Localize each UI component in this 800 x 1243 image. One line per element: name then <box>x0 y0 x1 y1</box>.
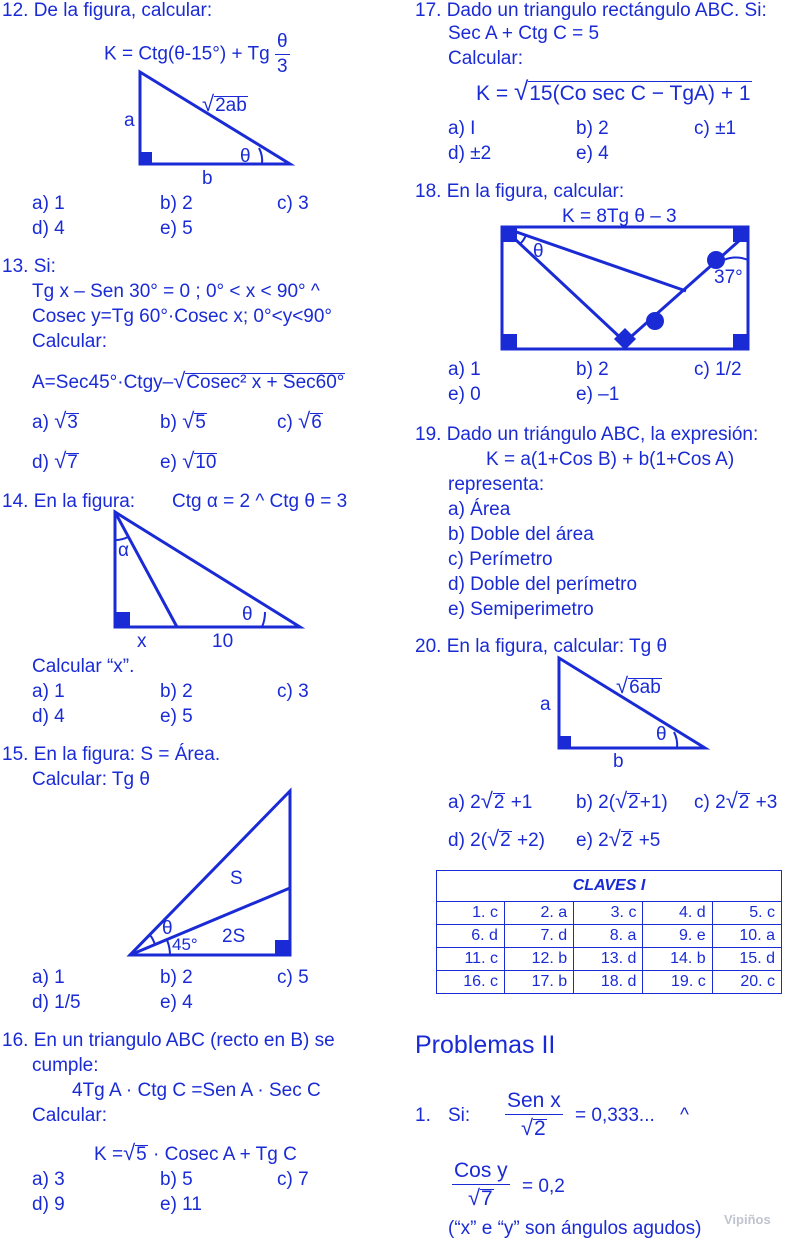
claves-cell: 20. c <box>712 971 781 994</box>
p17-formula: K = √15(Co sec C − TgA) + 1 <box>476 76 751 106</box>
problemas2-fraction-1: Sen x √2 <box>507 1089 561 1140</box>
p19-option-a: a) Área <box>448 499 511 520</box>
p14-condition: Ctg α = 2 ^ Ctg θ = 3 <box>172 491 348 512</box>
claves-row <box>437 971 782 994</box>
p14-option-e: e) 5 <box>160 706 193 727</box>
p15-label-theta: θ <box>162 918 173 939</box>
p14-heading: 14. En la figura: <box>2 491 136 512</box>
p20-option-c-post: +3 <box>755 792 778 813</box>
p20-option-d: d) 2(√2 +2) <box>448 826 546 851</box>
p15-option-e: e) 4 <box>160 992 193 1013</box>
p12-formula-den: 3 <box>276 56 288 77</box>
claves-header-row <box>437 871 782 902</box>
p20-option-d-post: +2) <box>517 830 546 851</box>
p20-option-c-rad: 2 <box>738 792 750 813</box>
problemas2-f2-denominator: 7 <box>481 1187 493 1210</box>
problemas2-f1-right: = 0,333... <box>575 1105 655 1126</box>
p18-option-b: b) 2 <box>576 359 609 380</box>
p17-heading: 17. Dado un triangulo rectángulo ABC. Si: <box>415 0 767 21</box>
p15-right-angle-mark <box>275 940 290 955</box>
claves-row <box>437 925 782 948</box>
p15-theta-arc <box>150 935 155 945</box>
claves-cell: 5. c <box>712 902 781 925</box>
p13-line1: Tg x – Sen 30° = 0 ; 0° < x < 90° ^ <box>32 281 320 302</box>
p18-formula: K = 8Tg θ – 3 <box>562 206 677 227</box>
p15-option-a: a) 1 <box>32 967 65 988</box>
p16-option-c: c) 7 <box>277 1169 309 1190</box>
claves-cell: 1. c <box>437 902 505 925</box>
p17-option-a: a) I <box>448 118 476 139</box>
problemas2-p1-number: 1. <box>415 1105 431 1126</box>
p20-option-b-post: +1) <box>639 792 668 813</box>
p13-formula-radicand: Cosec² x + Sec60° <box>186 372 345 393</box>
claves-row <box>437 902 782 925</box>
problemas2-p1-si: Si: <box>448 1105 471 1126</box>
p13-option-e-label: e) <box>160 452 177 473</box>
p15-option-b: b) 2 <box>160 967 193 988</box>
claves-cell: 19. c <box>643 971 712 994</box>
p20-option-c: c) 2√2 +3 <box>694 788 778 813</box>
problemas2-caret: ^ <box>680 1105 689 1126</box>
p16-heading2: cumple: <box>32 1055 99 1076</box>
p19-option-e: e) Semiperimetro <box>448 599 594 620</box>
p18-label-theta: θ <box>533 241 544 262</box>
problemas2-fraction-2: Cos y √7 <box>454 1159 508 1210</box>
p12-option-b: b) 2 <box>160 193 193 214</box>
p13-option-c-label: c) <box>277 412 293 433</box>
p15-45-arc <box>167 940 170 955</box>
claves-row <box>437 948 782 971</box>
claves-cell: 7. d <box>504 925 573 948</box>
p14-option-a: a) 1 <box>32 681 65 702</box>
p13-line3: Calcular: <box>32 331 107 352</box>
p20-option-e: e) 2√2 +5 <box>576 826 661 851</box>
p14-option-d: d) 4 <box>32 706 65 727</box>
p14-option-c: c) 3 <box>277 681 309 702</box>
claves-table <box>436 870 782 994</box>
problemas2-f1-denominator: 2 <box>534 1117 546 1140</box>
p12-formula-left: K = Ctg(θ-15°) + Tg <box>104 43 270 65</box>
p16-option-e: e) 11 <box>160 1194 202 1215</box>
p20-option-c-pre: c) 2 <box>694 792 726 813</box>
p13-option-c-rad: 6 <box>311 412 322 433</box>
problemas2-f2-right: = 0,2 <box>522 1176 565 1197</box>
p20-right-angle-mark <box>559 736 571 748</box>
p12-label-b: b <box>202 168 213 189</box>
p14-label-alpha: α <box>118 540 129 561</box>
p13-line2: Cosec y=Tg 60°·Cosec x; 0°<y<90° <box>32 306 333 327</box>
p13-option-b: b) √5 <box>160 408 206 433</box>
p12-formula-num: θ <box>275 30 290 55</box>
claves-cell: 16. c <box>437 971 505 994</box>
p13-option-e: e) √10 <box>160 448 217 473</box>
p17-option-e: e) 4 <box>576 143 609 164</box>
p20-angle-arc <box>674 732 677 748</box>
p20-option-e-pre: e) 2 <box>576 830 609 851</box>
p12-hyp-radicand: 2ab <box>215 95 247 116</box>
p20-option-a-pre: a) 2 <box>448 792 481 813</box>
p20-option-a-post: +1 <box>510 792 533 813</box>
p19-formula: K = a(1+Cos B) + b(1+Cos A) <box>486 449 735 470</box>
p19-option-b: b) Doble del área <box>448 524 594 545</box>
p15-label-45: 45° <box>172 935 198 954</box>
p18-option-d: e) 0 <box>448 384 481 405</box>
p14-ask: Calcular “x”. <box>32 656 135 677</box>
claves-cell: 11. c <box>437 948 505 971</box>
p16-option-d: d) 9 <box>32 1194 65 1215</box>
watermark-logo: Vipiños <box>724 1212 771 1227</box>
p14-label-theta: θ <box>242 604 253 625</box>
p17-ask: Calcular: <box>448 48 523 69</box>
p16-heading: 16. En un triangulo ABC (recto en B) se <box>2 1030 335 1051</box>
p15-option-d: d) 1/5 <box>32 992 81 1013</box>
p20-option-d-rad: 2 <box>500 830 511 851</box>
problemas2-f2-numerator: Cos y <box>452 1158 510 1185</box>
p15-ask: Calcular: Tg θ <box>32 769 150 790</box>
claves-cell: 13. d <box>574 948 643 971</box>
p12-label-theta: θ <box>240 146 251 167</box>
p19-heading: 19. Dado un triángulo ABC, la expresión: <box>415 424 759 445</box>
p13-option-a-rad: 3 <box>67 412 78 433</box>
claves-cell: 4. d <box>643 902 712 925</box>
p13-option-c: c) √6 <box>277 408 322 433</box>
p16-formula-radicand: 5 <box>136 1144 147 1165</box>
p20-option-e-post: +5 <box>638 830 661 851</box>
p16-formula: K =√5 · Cosec A + Tg C <box>94 1140 297 1165</box>
p20-option-d-pre: d) 2( <box>448 830 488 851</box>
claves-cell: 6. d <box>437 925 505 948</box>
p18-option-e: e) –1 <box>576 384 620 405</box>
p12-label-hyp: √2ab <box>202 91 247 116</box>
problemas2-note: (“x” e “y” son ángulos agudos) <box>448 1218 702 1239</box>
p19-represents: representa: <box>448 474 545 495</box>
p17-option-d: d) ±2 <box>448 143 492 164</box>
p12-option-d: d) 4 <box>32 218 65 239</box>
p16-formula-left: K = <box>94 1144 124 1165</box>
p13-option-d-label: d) <box>32 452 49 473</box>
claves-cell: 9. e <box>643 925 712 948</box>
claves-cell: 17. b <box>504 971 573 994</box>
p18-label-37: 37° <box>714 267 743 288</box>
p15-heading: 15. En la figura: S = Área. <box>2 744 221 765</box>
p20-label-a: a <box>540 694 551 715</box>
p17-option-b: b) 2 <box>576 118 609 139</box>
p20-option-b-rad: 2 <box>628 792 639 813</box>
p13-option-a-label: a) <box>32 412 49 433</box>
p12-label-a: a <box>124 110 135 131</box>
p17-condition: Sec A + Ctg C = 5 <box>448 23 600 44</box>
problemas2-title: Problemas II <box>415 1031 556 1059</box>
p15-triangle <box>130 791 290 955</box>
p20-option-a: a) 2√2 +1 <box>448 788 533 813</box>
p15-label-2s: 2S <box>222 926 246 947</box>
p20-triangle <box>559 658 705 748</box>
p14-option-b: b) 2 <box>160 681 193 702</box>
p13-option-d: d) √7 <box>32 448 78 473</box>
p16-condition: 4Tg A · Ctg C =Sen A · Sec C <box>72 1080 321 1101</box>
p19-option-d: d) Doble del perímetro <box>448 574 638 595</box>
claves-cell: 14. b <box>643 948 712 971</box>
p12-option-a: a) 1 <box>32 193 65 214</box>
claves-cell: 2. a <box>504 902 573 925</box>
p13-formula: A=Sec45°·Ctgy–√Cosec² x + Sec60° <box>32 368 345 393</box>
p12-option-c: c) 3 <box>277 193 309 214</box>
p20-label-theta: θ <box>656 724 667 745</box>
p18-heading: 18. En la figura, calcular: <box>415 181 625 202</box>
p15-option-c: c) 5 <box>277 967 309 988</box>
p20-option-a-rad: 2 <box>493 792 505 813</box>
p20-hyp-radicand: 6ab <box>629 677 661 698</box>
p18-option-a: a) 1 <box>448 359 481 380</box>
claves-cell: 12. b <box>504 948 573 971</box>
p12-option-e: e) 5 <box>160 218 193 239</box>
claves-cell: 8. a <box>574 925 643 948</box>
p20-label-hyp: √6ab <box>616 673 661 698</box>
claves-cell: 18. d <box>574 971 643 994</box>
p12-heading: 12. De la figura, calcular: <box>2 0 213 21</box>
p13-option-e-rad: 10 <box>195 452 217 473</box>
p20-option-e-rad: 2 <box>621 830 633 851</box>
p17-option-c: c) ±1 <box>694 118 737 139</box>
p20-option-b: b) 2(√2+1) <box>576 788 668 813</box>
p13-option-b-label: b) <box>160 412 177 433</box>
claves-title: CLAVES I <box>437 871 782 902</box>
p20-label-b: b <box>613 751 624 772</box>
p16-option-b: b) 5 <box>160 1169 193 1190</box>
p13-formula-left: A=Sec45°·Ctgy– <box>32 372 174 393</box>
claves-cell: 10. a <box>712 925 781 948</box>
claves-cell: 15. d <box>712 948 781 971</box>
problemas2-f1-numerator: Sen x <box>505 1088 563 1115</box>
p17-formula-radicand: 15(Co sec C − TgA) + 1 <box>529 82 751 105</box>
p13-heading: 13. Si: <box>2 256 56 277</box>
p17-formula-left: K = <box>476 82 509 105</box>
p16-formula-right: · Cosec A + Tg C <box>153 1144 297 1165</box>
p19-option-c: c) Perímetro <box>448 549 553 570</box>
p16-option-a: a) 3 <box>32 1169 65 1190</box>
p15-label-s: S <box>230 868 243 889</box>
p16-ask: Calcular: <box>32 1105 107 1126</box>
p13-option-b-rad: 5 <box>195 412 206 433</box>
claves-cell: 3. c <box>574 902 643 925</box>
p14-label-x: x <box>137 631 147 652</box>
p13-option-a: a) √3 <box>32 408 78 433</box>
p18-option-c: c) 1/2 <box>694 359 742 380</box>
p20-option-b-pre: b) 2( <box>576 792 616 813</box>
p20-heading: 20. En la figura, calcular: Tg θ <box>415 636 668 657</box>
p13-option-d-rad: 7 <box>67 452 78 473</box>
p14-label-10: 10 <box>212 631 234 652</box>
